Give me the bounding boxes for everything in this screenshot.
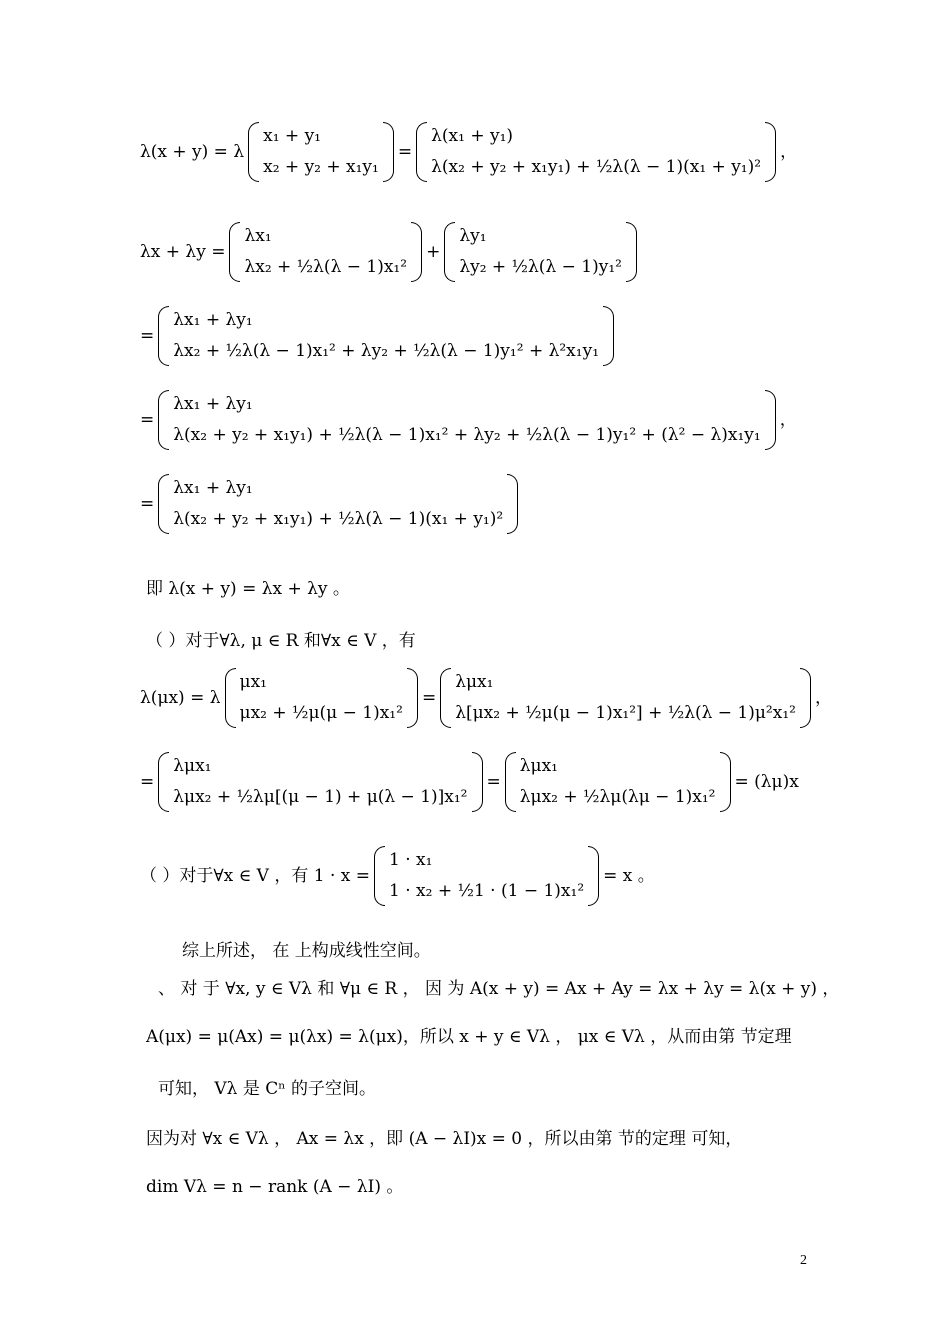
line-question: 、 对 于 ∀x, y ∈ Vλ 和 ∀μ ∈ R ， 因 为 A(x + y) = Ax + Ay = λx + λy = λ(x + y) ， <box>158 979 840 999</box>
eq2-matrix-2 <box>444 222 637 282</box>
equation-1: λ(x + y) = λ x₁ + y₁ x₂ + y₂ + x₁y₁ = λ(x₁ + y₁) λ(x₂ + y₂ + x₁y₁) + ½λ(λ − 1)(x₁ + y₁)² ， <box>140 122 797 182</box>
eq6-m2-row2: λ[μx₂ + ½μ(μ − 1)x₁²] + ½λ(λ − 1)μ²x₁² <box>455 703 796 723</box>
eq1-m2-row2: λ(x₂ + y₂ + x₁y₁) + ½λ(λ − 1)(x₁ + y₁)² <box>431 157 762 177</box>
eq6-m1-row1: μx₁ <box>239 672 267 692</box>
line-summary: 综上所述， 在 上构成线性空间。 <box>182 941 431 961</box>
eq5-row1: λx₁ + λy₁ <box>173 478 253 498</box>
equation-6: λ(μx) = λ μx₁ μx₂ + ½μ(μ − 1)x₁² = λμx₁ λ[μx₂ + ½μ(μ − 1)x₁²] + ½λ(λ − 1)μ²x₁² ， <box>140 668 832 728</box>
eq2-m1-row1: λx₁ <box>244 226 272 246</box>
eq7-m2-row1: λμx₁ <box>519 756 558 776</box>
eq7-matrix-2 <box>505 752 731 812</box>
eq7-matrix-1 <box>158 752 482 812</box>
eq6-lhs: λ(μx) = λ <box>140 687 221 708</box>
eq3-matrix <box>158 306 614 366</box>
eq8-row2: 1 · x₂ + ½1 · (1 − 1)x₁² <box>389 881 585 901</box>
eq5-matrix <box>158 474 518 534</box>
eq2-m1-row2: λx₂ + ½λ(λ − 1)x₁² <box>244 257 408 277</box>
eq2-m2-row2: λy₂ + ½λ(λ − 1)y₁² <box>459 257 622 277</box>
eq4-row1: λx₁ + λy₁ <box>173 394 253 414</box>
eq3-row2: λx₂ + ½λ(λ − 1)x₁² + λy₂ + ½λ(λ − 1)y₁² + λ²x₁y₁ <box>173 341 600 361</box>
page-number: 2 <box>800 1253 807 1268</box>
eq8-row1: 1 · x₁ <box>389 850 433 870</box>
eq3-row1: λx₁ + λy₁ <box>173 310 253 330</box>
eq1-lhs: λ(x + y) = λ <box>140 141 245 162</box>
eq6-tail: ， <box>814 687 832 708</box>
line-question-2: A(μx) = μ(Ax) = μ(λx) = λ(μx)，所以 x + y ∈ Vλ ， μx ∈ Vλ ，从而由第 节定理 <box>146 1027 792 1047</box>
equation-7: = λμx₁ λμx₂ + ½λμ[(μ − 1) + μ(λ − 1)]x₁² = λμx₁ λμx₂ + ½λμ(λμ − 1)x₁² = (λμ)x <box>140 752 799 812</box>
eq1-m2-row1: λ(x₁ + y₁) <box>431 126 514 146</box>
equation-3: = λx₁ + λy₁ λx₂ + ½λ(λ − 1)x₁² + λy₂ + ½λ(λ − 1)y₁² + λ²x₁y₁ <box>140 306 618 366</box>
eq1-matrix-1 <box>248 122 394 182</box>
equation-5: = λx₁ + λy₁ λ(x₂ + y₂ + x₁y₁) + ½λ(λ − 1)(x₁ + y₁)² <box>140 474 522 534</box>
eq8-pre: （ ）对于∀x ∈ V ，有 1 · x = <box>140 865 370 886</box>
eq2-lhs: λx + λy = <box>140 241 226 262</box>
eq1-matrix-2 <box>416 122 776 182</box>
equation-4: = λx₁ + λy₁ λ(x₂ + y₂ + x₁y₁) + ½λ(λ − 1)x₁² + λy₂ + ½λ(λ − 1)y₁² + (λ² − λ)x₁y₁ ， <box>140 390 797 450</box>
eq4-matrix <box>158 390 775 450</box>
eq4-row2: λ(x₂ + y₂ + x₁y₁) + ½λ(λ − 1)x₁² + λy₂ + ½λ(λ − 1)y₁² + (λ² − λ)x₁y₁ <box>173 425 761 445</box>
eq8-matrix <box>374 846 599 906</box>
eq7-m1-row2: λμx₂ + ½λμ[(μ − 1) + μ(λ − 1)]x₁² <box>173 787 468 807</box>
line-ji: 即 λ(x + y) = λx + λy 。 <box>146 579 350 599</box>
eq5-row2: λ(x₂ + y₂ + x₁y₁) + ½λ(λ − 1)(x₁ + y₁)² <box>173 509 504 529</box>
line-question-3: 可知， Vλ 是 Cⁿ 的子空间。 <box>158 1079 377 1099</box>
equation-2: λx + λy = λx₁ λx₂ + ½λ(λ − 1)x₁² + λy₁ λy₂ + ½λ(λ − 1)y₁² <box>140 222 641 282</box>
eq6-matrix-2 <box>440 668 811 728</box>
eq7-m2-row2: λμx₂ + ½λμ(λμ − 1)x₁² <box>519 787 716 807</box>
eq7-m1-row1: λμx₁ <box>173 756 212 776</box>
eq2-m2-row1: λy₁ <box>459 226 487 246</box>
eq4-tail: ， <box>779 409 797 430</box>
eq8-tail: = x 。 <box>603 865 655 886</box>
eq6-m1-row2: μx₂ + ½μ(μ − 1)x₁² <box>239 703 403 723</box>
line-condition-1: （ ）对于∀λ, μ ∈ R 和∀x ∈ V ，有 <box>146 631 416 651</box>
line-reason-1: 因为对 ∀x ∈ Vλ ， Ax = λx ，即 (A − λI)x = 0 ，所以由第 节的定理 可知， <box>146 1129 743 1149</box>
eq7-tail: = (λμ)x <box>734 771 799 792</box>
eq6-m2-row1: λμx₁ <box>455 672 494 692</box>
line-reason-2: dim Vλ = n − rank (A − λI) 。 <box>146 1177 404 1197</box>
eq6-matrix-1 <box>225 668 418 728</box>
eq2-matrix-1 <box>229 222 422 282</box>
eq1-m1-row1: x₁ + y₁ <box>263 126 321 146</box>
eq1-tail: ， <box>780 141 798 162</box>
equation-8 <box>140 846 655 906</box>
eq1-m1-row2: x₂ + y₂ + x₁y₁ <box>263 157 379 177</box>
